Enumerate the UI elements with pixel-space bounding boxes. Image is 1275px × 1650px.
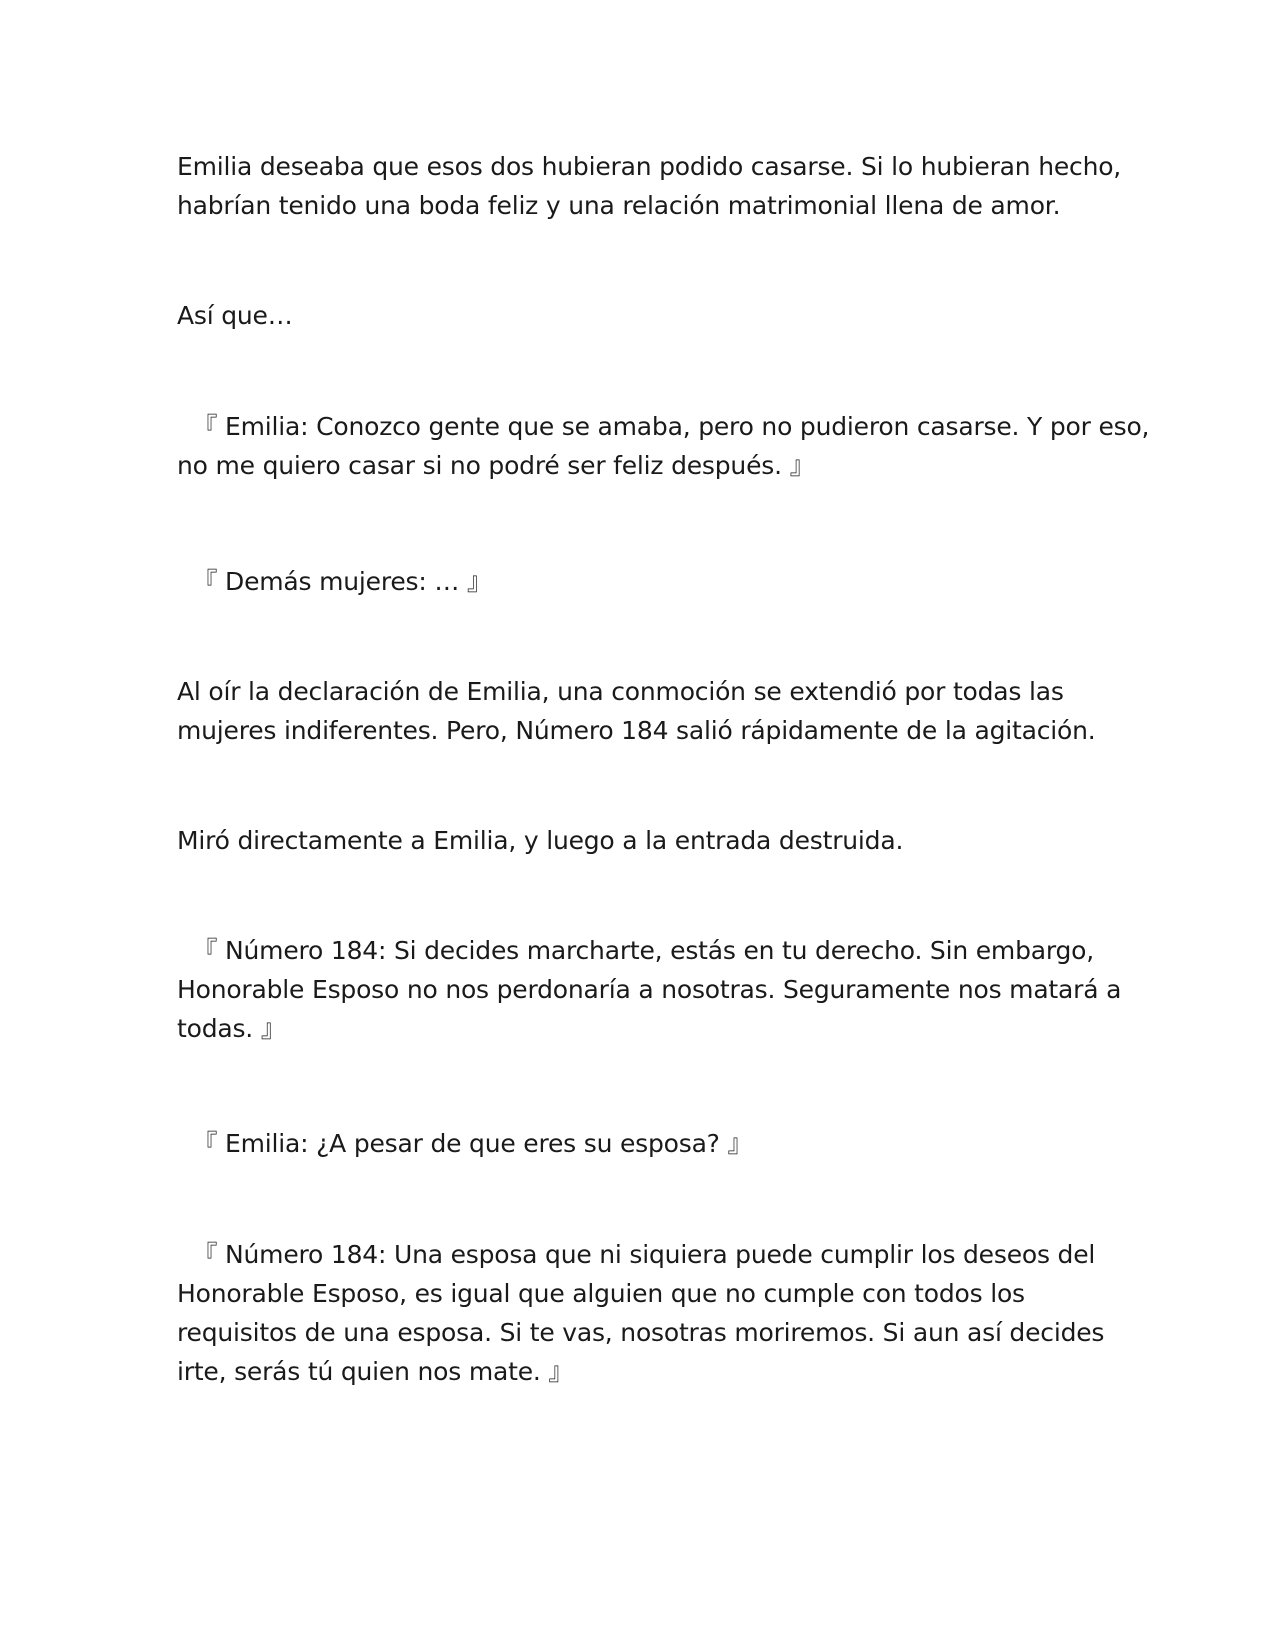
- paragraph-dialogue-emilia-2: [177, 1124, 1107, 1163]
- text-line: todas. 』: [177, 1014, 286, 1043]
- text-line: Emilia deseaba que esos dos hubieran podido casarse. Si lo hubieran hecho,: [177, 152, 1122, 181]
- paragraph-narration-3: [177, 672, 1107, 750]
- text-line: Así que…: [177, 301, 293, 330]
- paragraph-narration-2: [177, 296, 1107, 335]
- text-line: 『 Emilia: Conozco gente que se amaba, pero no pudieron casarse. Y por eso,: [177, 412, 1150, 441]
- text-line: 『 Número 184: Una esposa que ni siquiera puede cumplir los deseos del: [177, 1240, 1096, 1269]
- text-line: mujeres indiferentes. Pero, Número 184 salió rápidamente de la agitación.: [177, 716, 1096, 745]
- text-line: requisitos de una esposa. Si te vas, nosotras moriremos. Si aun así decides: [177, 1318, 1105, 1347]
- paragraph-dialogue-184-1: [177, 931, 1122, 1048]
- text-line: Honorable Esposo, es igual que alguien que no cumple con todos los: [177, 1279, 1025, 1308]
- text-line: Al oír la declaración de Emilia, una conmoción se extendió por todas las: [177, 677, 1064, 706]
- text-line: no me quiero casar si no podré ser feliz después. 』: [177, 451, 815, 480]
- text-line: habrían tenido una boda feliz y una relación matrimonial llena de amor.: [177, 191, 1061, 220]
- paragraph-dialogue-women: [177, 562, 1107, 601]
- paragraph-dialogue-184-2: [177, 1235, 1107, 1391]
- text-line: 『 Demás mujeres: … 』: [177, 567, 492, 596]
- text-line: 『 Número 184: Si decides marcharte, estás en tu derecho. Sin embargo,: [177, 936, 1095, 965]
- text-line: Miró directamente a Emilia, y luego a la entrada destruida.: [177, 826, 904, 855]
- text-line: Honorable Esposo no nos perdonaría a nosotras. Seguramente nos matará a: [177, 975, 1122, 1004]
- text-line: 『 Emilia: ¿A pesar de que eres su esposa? 』: [177, 1129, 753, 1158]
- text-line: irte, serás tú quien nos mate. 』: [177, 1357, 574, 1386]
- paragraph-narration-1: [177, 147, 1122, 225]
- paragraph-dialogue-emilia-1: [177, 407, 1150, 485]
- paragraph-narration-4: [177, 821, 1107, 860]
